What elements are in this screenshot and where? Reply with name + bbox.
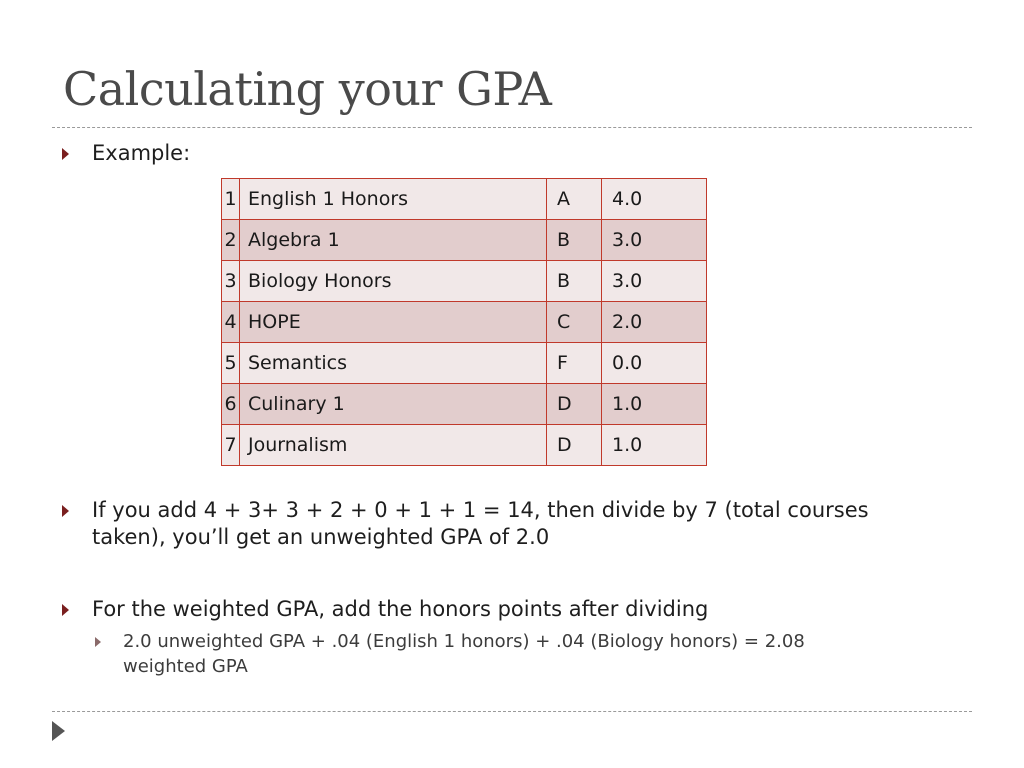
triangle-bullet-icon <box>62 505 69 517</box>
row-number: 6 <box>222 384 240 425</box>
course-name: Culinary 1 <box>240 384 547 425</box>
letter-grade: C <box>547 302 602 343</box>
grade-points: 4.0 <box>602 179 707 220</box>
row-number: 7 <box>222 425 240 466</box>
grade-points: 0.0 <box>602 343 707 384</box>
row-number: 5 <box>222 343 240 384</box>
triangle-sub-bullet-icon <box>95 637 101 647</box>
triangle-bullet-icon <box>62 148 69 160</box>
letter-grade: D <box>547 384 602 425</box>
letter-grade: A <box>547 179 602 220</box>
sub-bullet-weighted-line1: 2.0 unweighted GPA + .04 (English 1 honors) + .04 (Biology honors) = 2.08 <box>123 631 805 652</box>
sub-bullet-weighted-line2: weighted GPA <box>123 656 248 677</box>
letter-grade: B <box>547 220 602 261</box>
table-row <box>222 425 707 466</box>
row-number: 3 <box>222 261 240 302</box>
title-divider <box>52 127 972 128</box>
table-row <box>222 302 707 343</box>
course-name: HOPE <box>240 302 547 343</box>
course-name: Journalism <box>240 425 547 466</box>
row-number: 2 <box>222 220 240 261</box>
grade-points: 2.0 <box>602 302 707 343</box>
slide-title: Calculating your GPA <box>63 62 552 116</box>
grade-points: 3.0 <box>602 261 707 302</box>
bullet-weighted: For the weighted GPA, add the honors points after dividing <box>92 597 709 621</box>
grade-points: 1.0 <box>602 425 707 466</box>
triangle-bullet-icon <box>62 604 69 616</box>
table-row <box>222 220 707 261</box>
bullet-unweighted-line1: If you add 4 + 3+ 3 + 2 + 0 + 1 + 1 = 14, then divide by 7 (total courses <box>92 498 869 522</box>
course-name: Semantics <box>240 343 547 384</box>
bullet-unweighted-line2: taken), you’ll get an unweighted GPA of 2.0 <box>92 525 550 549</box>
course-name: English 1 Honors <box>240 179 547 220</box>
table-row <box>222 179 707 220</box>
letter-grade: F <box>547 343 602 384</box>
course-name: Biology Honors <box>240 261 547 302</box>
grade-points: 3.0 <box>602 220 707 261</box>
letter-grade: B <box>547 261 602 302</box>
row-number: 4 <box>222 302 240 343</box>
row-number: 1 <box>222 179 240 220</box>
table-row <box>222 343 707 384</box>
footer-divider <box>52 711 972 712</box>
table-row <box>222 384 707 425</box>
letter-grade: D <box>547 425 602 466</box>
table-row <box>222 261 707 302</box>
grade-points: 1.0 <box>602 384 707 425</box>
next-slide-icon[interactable] <box>52 721 65 741</box>
bullet-example: Example: <box>92 141 191 165</box>
course-name: Algebra 1 <box>240 220 547 261</box>
grades-table <box>221 178 707 466</box>
